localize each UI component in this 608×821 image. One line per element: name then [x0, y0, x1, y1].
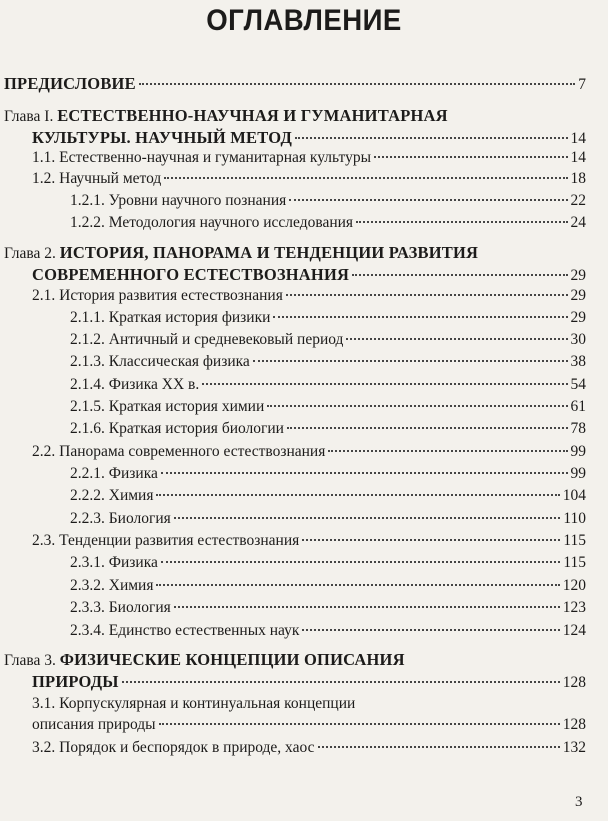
- toc-entry: [32, 441, 586, 463]
- toc-entry: [70, 396, 586, 418]
- toc-entry: [32, 285, 586, 307]
- toc-entry-page: 22: [570, 192, 586, 209]
- toc-entry: [70, 190, 586, 212]
- toc-entry: [70, 418, 586, 440]
- chapter-prefix: Глава 3.: [4, 652, 60, 669]
- toc-entry: [70, 463, 586, 485]
- chapter-title: ЕСТЕСТВЕННО-НАУЧНАЯ И ГУМАНИТАРНАЯ: [57, 106, 448, 125]
- dot-leader: [352, 274, 567, 276]
- dot-leader: [156, 494, 559, 496]
- toc-entry: [70, 374, 586, 396]
- toc-entry: [32, 127, 586, 149]
- toc-entry-page: 115: [563, 532, 586, 549]
- dot-leader: [174, 517, 561, 519]
- dot-leader: [156, 584, 559, 586]
- chapter-title: ФИЗИЧЕСКИЕ КОНЦЕПЦИИ ОПИСАНИЯ: [59, 650, 405, 669]
- chapter-prefix: Глава 2.: [4, 245, 60, 262]
- toc-entry-page: 128: [562, 716, 586, 733]
- toc-entry-title: 2.1. История развития естествознания: [32, 287, 283, 304]
- toc-entry: [32, 671, 586, 693]
- toc-entry-page: 14: [570, 149, 586, 166]
- toc-entry-page: 115: [563, 554, 586, 571]
- toc-entry: [70, 307, 586, 329]
- toc-entry-title: 2.3.2. Химия: [70, 577, 154, 594]
- dot-leader: [253, 360, 568, 362]
- toc-entry-page: 24: [570, 214, 586, 231]
- toc-entry-title: 1.1. Естественно-научная и гуманитарная культуры: [32, 149, 371, 166]
- dot-leader: [122, 681, 560, 683]
- toc-entry-page: 18: [570, 170, 586, 187]
- toc-entry: [70, 329, 586, 351]
- dot-leader: [302, 539, 560, 541]
- dot-leader: [273, 316, 567, 318]
- toc-entry-page: 124: [562, 622, 586, 639]
- page-title: ОГЛАВЛЕНИЕ: [206, 4, 402, 37]
- toc-entry-title: 2.1.5. Краткая история химии: [70, 398, 265, 415]
- toc-entry-title: описания природы: [32, 716, 156, 733]
- toc-entry-page: 120: [562, 577, 586, 594]
- toc-entry: [32, 264, 586, 286]
- toc-entry-page: 38: [570, 353, 586, 370]
- toc-entry-page: 123: [562, 599, 586, 616]
- dot-leader: [161, 561, 560, 563]
- toc-entry-page: 110: [563, 510, 586, 527]
- toc-entry-page: 54: [570, 376, 586, 393]
- dot-leader: [139, 83, 575, 85]
- dot-leader: [328, 450, 567, 452]
- toc-entry: [70, 212, 586, 234]
- toc-entry: [4, 242, 478, 264]
- dot-leader: [267, 405, 567, 407]
- toc-entry: [32, 168, 586, 190]
- toc-entry-title: КУЛЬТУРЫ. НАУЧНЫЙ МЕТОД: [32, 128, 293, 147]
- toc-entry-page: 14: [570, 130, 586, 147]
- toc-entry-page: 29: [570, 309, 586, 326]
- toc-entry: [70, 485, 586, 507]
- chapter-prefix: Глава I.: [4, 108, 58, 125]
- toc-entry: [32, 147, 586, 169]
- toc-entry-title: 3.1. Корпускулярная и континуальная концепции: [32, 695, 356, 712]
- toc-entry-title: 2.2.3. Биология: [70, 510, 171, 527]
- toc-entry-title: 1.2.2. Методология научного исследования: [70, 214, 354, 231]
- toc-entry-title: 1.2.1. Уровни научного познания: [70, 192, 287, 209]
- toc-entry-title: 2.2.2. Химия: [70, 487, 154, 504]
- dot-leader: [174, 606, 560, 608]
- toc-entry: [32, 693, 355, 715]
- toc-entry-title: 2.3. Тенденции развития естествознания: [32, 532, 300, 549]
- dot-leader: [318, 746, 560, 748]
- dot-leader: [202, 383, 567, 385]
- dot-leader: [159, 723, 560, 725]
- toc-entry-page: 61: [570, 398, 586, 415]
- toc-entry-page: 29: [570, 287, 586, 304]
- toc-entry: [70, 620, 586, 642]
- dot-leader: [161, 472, 568, 474]
- toc-entry: [32, 530, 586, 552]
- toc-entry: [4, 649, 405, 671]
- toc-entry-title: ПРЕДИСЛОВИЕ: [4, 74, 136, 93]
- toc-entry-title: 2.2. Панорама современного естествознания: [32, 443, 326, 460]
- dot-leader: [287, 427, 568, 429]
- toc-entry-title: 2.1.2. Античный и средневековый период: [70, 331, 344, 348]
- toc-entry-page: 99: [570, 465, 586, 482]
- toc-entry-title: 2.2.1. Физика: [70, 465, 158, 482]
- chapter-title: ИСТОРИЯ, ПАНОРАМА И ТЕНДЕНЦИИ РАЗВИТИЯ: [59, 243, 479, 262]
- toc-entry-page: 132: [562, 739, 586, 756]
- toc-entry-title: 2.1.3. Классическая физика: [70, 353, 250, 370]
- dot-leader: [295, 137, 567, 139]
- dot-leader: [356, 221, 567, 223]
- dot-leader: [302, 629, 559, 631]
- toc-entry-title: 2.1.4. Физика XX в.: [70, 376, 200, 393]
- toc-entry-title: 2.3.4. Единство естественных наук: [70, 622, 300, 639]
- toc-entry-title: 2.3.1. Физика: [70, 554, 158, 571]
- dot-leader: [286, 294, 568, 296]
- toc-entry-title: 2.1.6. Краткая история биологии: [70, 420, 284, 437]
- toc-entry-page: 29: [570, 267, 586, 284]
- toc-entry-title: 2.1.1. Краткая история физики: [70, 309, 271, 326]
- toc-entry-title: СОВРЕМЕННОГО ЕСТЕСТВОЗНАНИЯ: [32, 265, 350, 284]
- page-number: 3: [575, 794, 583, 810]
- toc-entry-page: 104: [562, 487, 586, 504]
- toc-entry: [4, 105, 448, 127]
- toc-entry: [70, 508, 586, 530]
- toc-entry-page: 7: [578, 76, 586, 93]
- dot-leader: [289, 199, 567, 201]
- toc-entry: [70, 351, 586, 373]
- toc-entry: [70, 575, 586, 597]
- dot-leader: [346, 338, 567, 340]
- toc-entry-title: 1.2. Научный метод: [32, 170, 162, 187]
- toc-entry-page: 99: [570, 443, 586, 460]
- toc-entry-title: 3.2. Порядок и беспорядок в природе, хаос: [32, 739, 315, 756]
- toc-entry: [32, 714, 586, 736]
- toc-entry-page: 30: [570, 331, 586, 348]
- toc-entry: [4, 73, 586, 95]
- toc-entry: [70, 552, 586, 574]
- toc-entry-page: 78: [570, 420, 586, 437]
- toc-entry: [70, 597, 586, 619]
- dot-leader: [164, 177, 567, 179]
- toc-entry-page: 128: [562, 674, 586, 691]
- toc-entry-title: ПРИРОДЫ: [32, 672, 119, 691]
- toc-entry: [32, 737, 586, 759]
- toc-entry-title: 2.3.3. Биология: [70, 599, 171, 616]
- dot-leader: [374, 156, 568, 158]
